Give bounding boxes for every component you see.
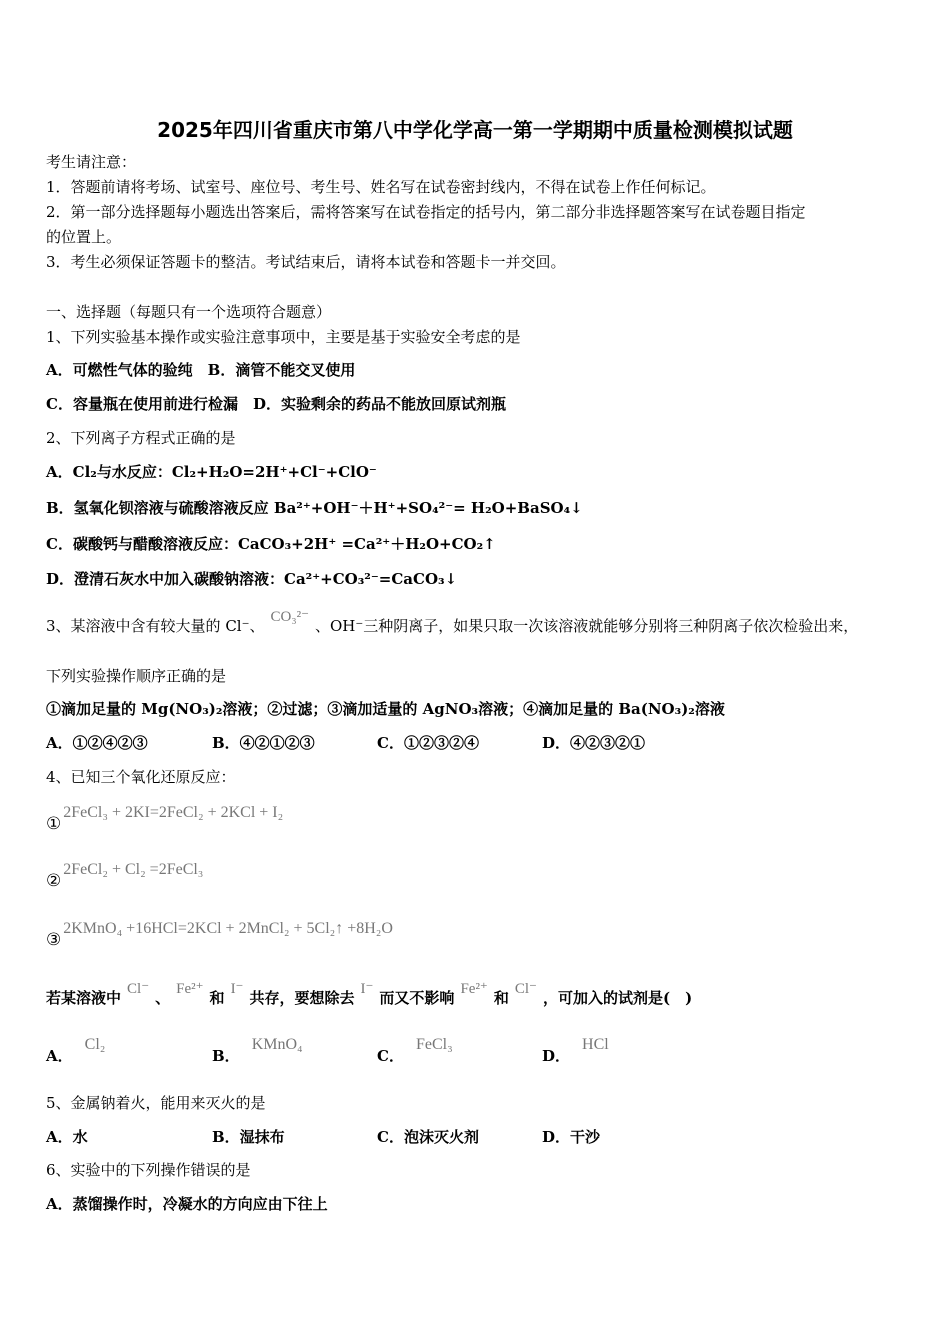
q6-stem: 6、实验中的下列操作错误的是 xyxy=(46,1161,251,1179)
q4-question-part: 若某溶液中 xyxy=(46,989,122,1007)
section-heading: 一、选择题（每题只有一个选项符合题意） xyxy=(46,303,332,321)
notice-item-2b: 的位置上。 xyxy=(46,228,122,246)
q2-option-b: B．氢氧化钡溶液与硫酸溶液反应 Ba²⁺+OH⁻＋H⁺+SO₄²⁻= H₂O+BaSO₄↓ xyxy=(46,499,583,517)
q4-question-part: 、 xyxy=(155,989,171,1007)
q4-reaction-2 xyxy=(46,859,204,891)
q4-question-part: ，可加入的试剂是( ) xyxy=(542,989,693,1007)
q4-option-a xyxy=(46,1036,106,1067)
iodide-ion: I⁻ xyxy=(230,981,244,997)
q3-stem-line2: 下列实验操作顺序正确的是 xyxy=(46,667,227,685)
option-formula: HCl xyxy=(582,1036,609,1053)
q1-options-cd: C．容量瓶在使用前进行检漏 D．实验剩余的药品不能放回原试剂瓶 xyxy=(46,395,506,413)
q4-option-c xyxy=(377,1036,453,1067)
chloride-ion: Cl⁻ xyxy=(514,981,537,997)
reaction-1-marker: ① xyxy=(46,814,62,834)
q4-reaction-3 xyxy=(46,918,393,950)
q5-option-b: B．湿抹布 xyxy=(212,1128,285,1146)
reaction-2-equation: 2FeCl₂ + Cl₂ =2FeCl₃ xyxy=(63,861,204,878)
q3-option-d: D．④②③②① xyxy=(542,734,646,752)
q4-question-part: 共存，要想除去 xyxy=(249,989,355,1007)
q6-option-a: A．蒸馏操作时，冷凝水的方向应由下往上 xyxy=(46,1195,328,1213)
option-formula: Cl₂ xyxy=(84,1036,106,1053)
notice-item-2a: 2．第一部分选择题每小题选出答案后，需将答案写在试卷指定的括号内，第二部分非选择题答案写在试卷题目指定 xyxy=(46,203,806,221)
q4-question-part: 和 xyxy=(493,989,509,1007)
notice-item-3: 3．考生必须保证答题卡的整洁。考试结束后，请将本试卷和答题卡一并交回。 xyxy=(46,253,566,271)
ferrous-ion: Fe²⁺ xyxy=(176,981,204,997)
option-formula: FeCl₃ xyxy=(415,1036,453,1053)
q5-stem: 5、金属钠着火，能用来灭火的是 xyxy=(46,1094,266,1112)
option-label: B． xyxy=(212,1047,240,1065)
q5-option-a: A．水 xyxy=(46,1128,88,1146)
q5-option-c: C．泡沫灭火剂 xyxy=(377,1128,479,1146)
q3-operations: ①滴加足量的 Mg(NO₃)₂溶液；②过滤；③滴加适量的 AgNO₃溶液；④滴加足量的 Ba(NO₃)₂溶液 xyxy=(46,700,725,718)
ferrous-ion: Fe²⁺ xyxy=(460,981,488,997)
iodide-ion: I⁻ xyxy=(360,981,374,997)
q3-option-c: C．①②③②④ xyxy=(377,734,479,752)
q2-stem: 2、下列离子方程式正确的是 xyxy=(46,429,236,447)
option-label: D． xyxy=(542,1047,571,1065)
q3-stem-line1 xyxy=(46,609,859,637)
q3-option-a: A．①②④②③ xyxy=(46,734,148,752)
option-formula: KMnO₄ xyxy=(251,1036,303,1053)
q2-option-a: A．Cl₂与水反应：Cl₂+H₂O=2H⁺+Cl⁻+ClO⁻ xyxy=(46,463,377,481)
reaction-3-equation: 2KMnO₄ +16HCl=2KCl + 2MnCl₂ + 5Cl₂↑ +8H₂O xyxy=(63,920,393,937)
q1-options-ab: A．可燃性气体的验纯 B．滴管不能交叉使用 xyxy=(46,361,356,379)
option-label: A． xyxy=(46,1047,73,1065)
q4-question-part: 而又不影响 xyxy=(379,989,455,1007)
q3-stem-part-b: 、OH⁻三种阴离子，如果只取一次该溶液就能够分别将三种阴离子依次检验出来， xyxy=(315,617,859,635)
carbonate-ion-formula: CO₃²⁻ xyxy=(270,609,309,625)
reaction-1-equation: 2FeCl₃ + 2KI=2FeCl₂ + 2KCl + I₂ xyxy=(63,804,284,821)
q4-option-b xyxy=(212,1036,303,1067)
reaction-2-marker: ② xyxy=(46,871,62,891)
q4-reaction-1 xyxy=(46,802,284,834)
notice-heading: 考生请注意： xyxy=(46,153,137,171)
q2-option-c: C．碳酸钙与醋酸溶液反应：CaCO₃+2H⁺ =Ca²⁺＋H₂O+CO₂↑ xyxy=(46,535,496,553)
q1-stem: 1、下列实验基本操作或实验注意事项中，主要是基于实验安全考虑的是 xyxy=(46,328,521,346)
page-title: 2025年四川省重庆市第八中学化学高一第一学期期中质量检测模拟试题 xyxy=(157,118,793,142)
notice-item-1: 1．答题前请将考场、试室号、座位号、考生号、姓名写在试卷密封线内，不得在试卷上作任何标记。 xyxy=(46,178,716,196)
reaction-3-marker: ③ xyxy=(46,930,62,950)
q4-question xyxy=(46,981,693,1009)
q2-option-d: D．澄清石灰水中加入碳酸钠溶液：Ca²⁺+CO₃²⁻=CaCO₃↓ xyxy=(46,570,458,588)
q3-option-b: B．④②①②③ xyxy=(212,734,315,752)
q3-stem-part-a: 3、某溶液中含有较大量的 Cl⁻、 xyxy=(46,617,265,635)
chloride-ion: Cl⁻ xyxy=(127,981,150,997)
q5-option-d: D．干沙 xyxy=(542,1128,601,1146)
q4-stem: 4、已知三个氧化还原反应： xyxy=(46,768,236,786)
q4-question-part: 和 xyxy=(209,989,225,1007)
q4-option-d xyxy=(542,1036,609,1067)
option-label: C． xyxy=(377,1047,404,1065)
